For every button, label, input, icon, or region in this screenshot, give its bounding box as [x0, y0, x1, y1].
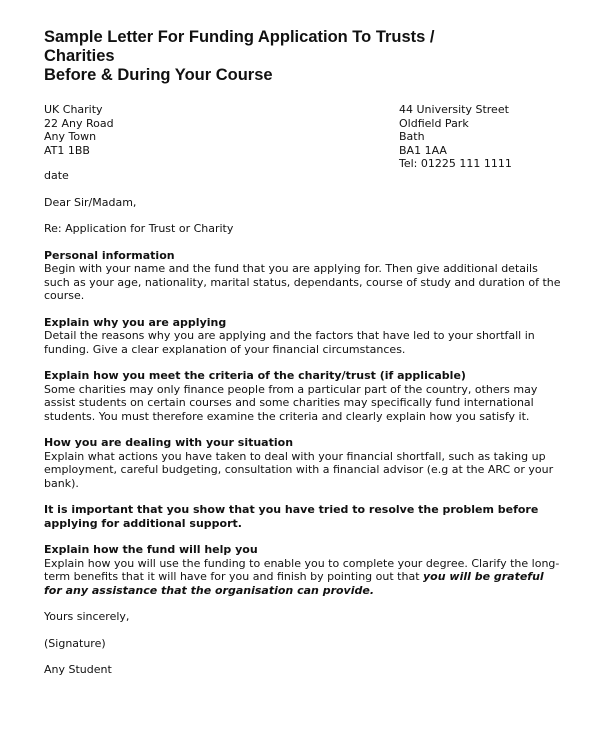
sender-postcode: BA1 1AA: [399, 143, 447, 157]
section-dealing-with-situation: [44, 436, 564, 490]
sender-name: Any Student: [44, 663, 112, 676]
section-heading: Personal information: [44, 248, 175, 262]
sender-street: 44 University Street: [399, 103, 509, 116]
title-line-3: Before & During Your Course: [44, 66, 273, 84]
signature-placeholder: (Signature): [44, 636, 106, 650]
letter-date: date: [44, 169, 69, 182]
recipient-street: 22 Any Road: [44, 116, 114, 130]
address-block: [44, 103, 564, 169]
sender-city: Bath: [399, 130, 425, 143]
section-body: [44, 557, 564, 598]
sender-tel: Tel: 01225 111 1111: [399, 157, 512, 170]
salutation: Dear Sir/Madam,: [44, 195, 137, 209]
section-heading: Explain how the fund will help you: [44, 543, 258, 556]
section-why-applying: [44, 316, 564, 357]
closing: Yours sincerely,: [44, 610, 130, 623]
gratitude-emphasis: you will be grateful for any assistance that the organisation can provide.: [44, 570, 544, 597]
title-line-2: Charities: [44, 47, 115, 65]
recipient-town: Any Town: [44, 130, 97, 143]
section-body: Begin with your name and the fund that you are applying for. Then give additional details such as your age, nationality, marital status, dependants, course of study and duration of the course.: [44, 262, 561, 302]
section-heading: Explain how you meet the criteria of the charity/trust (if applicable): [44, 369, 466, 382]
subject-line: Re: Application for Trust or Charity: [44, 222, 234, 235]
recipient-postcode: AT1 1BB: [44, 143, 90, 157]
section-personal-information: [44, 249, 564, 303]
section-body-text: Explain how you will use the funding to enable you to complete your degree. Clarify the long-term benefits that it will have for you and finish by pointing out that: [44, 556, 560, 583]
recipient-name: UK Charity: [44, 103, 103, 116]
letter-title: [44, 28, 564, 85]
sender-address: [399, 103, 512, 171]
section-how-fund-helps: [44, 543, 564, 597]
section-heading: Explain why you are applying: [44, 315, 227, 329]
sender-area: Oldfield Park: [399, 116, 469, 130]
recipient-address: [44, 103, 114, 157]
section-body: Some charities may only finance people from a particular part of the country, others may assist students on certain courses and some charities may specifically fund international students. You must therefore examine the criteria and clearly explain how you satisfy it.: [44, 382, 538, 423]
section-body: Explain what actions you have taken to deal with your financial shortfall, such as taking up employment, careful budgeting, consultation with a financial advisor (e.g at the ARC or your bank).: [44, 449, 554, 490]
section-heading: How you are dealing with your situation: [44, 436, 294, 449]
important-note: It is important that you show that you have tried to resolve the problem before applying for additional support.: [44, 503, 539, 530]
section-body: Detail the reasons why you are applying and the factors that have led to your shortfall in funding. Give a clear explanation of your financial circumstances.: [44, 329, 535, 356]
letter-page: [44, 28, 564, 677]
section-criteria: [44, 369, 564, 423]
title-line-1: Sample Letter For Funding Application To Trusts /: [44, 28, 435, 46]
